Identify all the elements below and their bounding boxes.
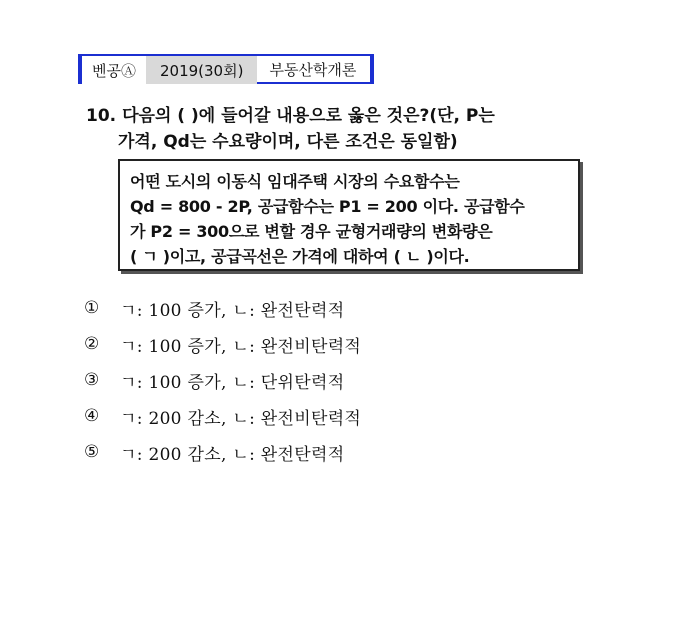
option-1[interactable] xyxy=(84,290,361,326)
option-4[interactable] xyxy=(84,398,361,434)
option-marker: ② xyxy=(84,334,100,354)
header-exam: 2019(30회) xyxy=(146,56,257,84)
option-text: ㄱ: 100 증가, ㄴ: 완전비탄력적 xyxy=(120,336,362,357)
option-marker: ① xyxy=(84,298,100,318)
box-line-1: 어떤 도시의 이동식 임대주택 시장의 수요함수는 xyxy=(130,172,460,191)
question-number: 10. xyxy=(86,106,117,126)
option-5[interactable] xyxy=(84,434,361,470)
option-3[interactable] xyxy=(84,362,361,398)
box-line-4: ( ㄱ )이고, 공급곡선은 가격에 대하여 ( ㄴ )이다. xyxy=(130,247,470,266)
question-line-2: 가격, Qd는 수요량이며, 다른 조건은 동일함) xyxy=(118,132,458,152)
option-marker: ③ xyxy=(84,370,100,390)
box-line-3: 가 P2 = 300으로 변할 경우 균형거래량의 변화량은 xyxy=(130,222,493,241)
option-text: ㄱ: 100 증가, ㄴ: 단위탄력적 xyxy=(120,372,345,393)
question-stem xyxy=(86,103,606,155)
answer-options xyxy=(84,290,361,470)
exam-header xyxy=(78,54,374,84)
option-text: ㄱ: 200 감소, ㄴ: 완전비탄력적 xyxy=(120,408,362,429)
option-2[interactable] xyxy=(84,326,361,362)
header-category: 벤공Ⓐ xyxy=(78,56,146,84)
header-subject: 부동산학개론 xyxy=(257,56,374,84)
option-marker: ⑤ xyxy=(84,442,100,462)
option-marker: ④ xyxy=(84,406,100,426)
question-line-1 xyxy=(86,103,606,129)
question-text-1: 다음의 ( )에 들어갈 내용으로 옳은 것은?(단, P는 xyxy=(122,106,495,126)
option-text: ㄱ: 200 감소, ㄴ: 완전탄력적 xyxy=(120,444,345,465)
box-line-2: Qd = 800 - 2P, 공급함수는 P1 = 200 이다. 공급함수 xyxy=(130,197,525,216)
given-condition-box xyxy=(118,159,580,271)
option-text: ㄱ: 100 증가, ㄴ: 완전탄력적 xyxy=(120,300,345,321)
